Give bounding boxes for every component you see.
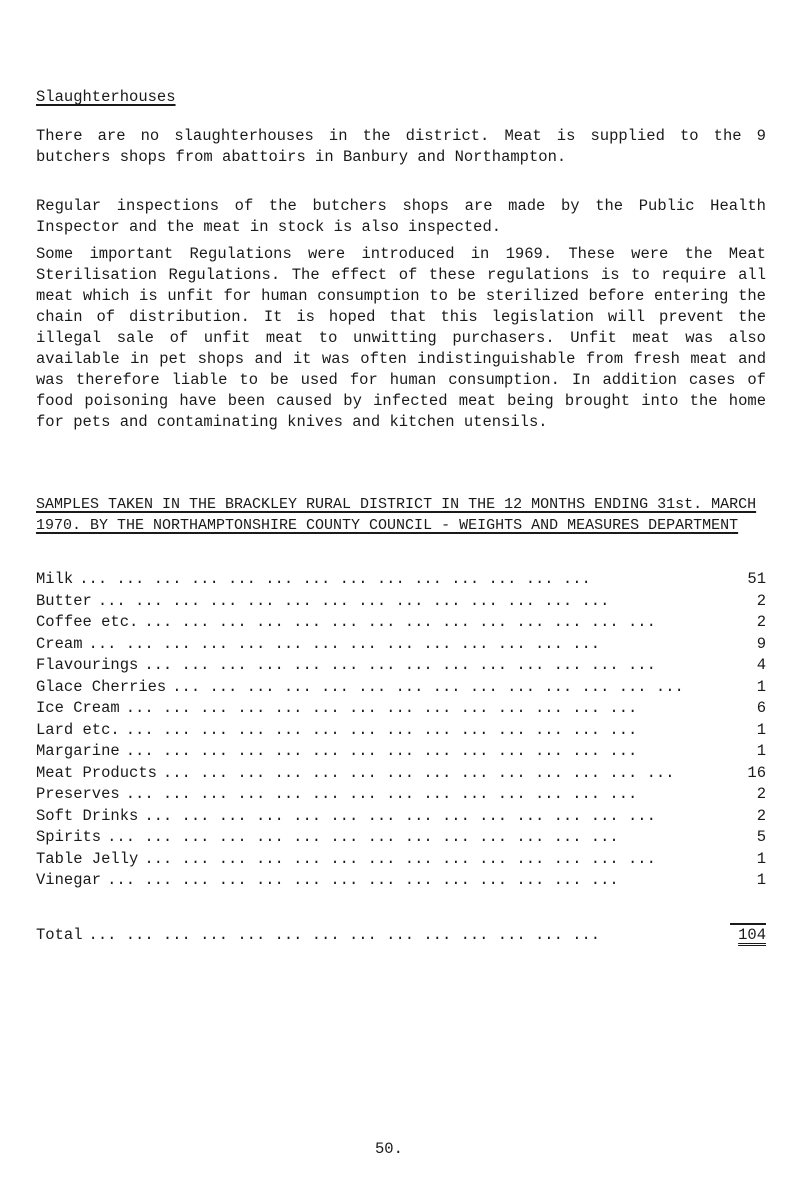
sample-count: 2 [756,613,766,631]
sample-item: Spirits [36,828,102,846]
table-row [36,742,766,764]
dot-leader: ... ... ... ... ... ... ... ... ... ... ... ... ... ... [79,570,591,588]
table-row [36,721,766,743]
sample-item: Glace Cherries [36,677,167,696]
sample-item: Vinegar [36,871,102,889]
sample-item: Butter [36,591,92,610]
dot-leader: ... ... ... ... ... ... ... ... ... ... ... ... ... ... [107,828,619,846]
sample-count: 2 [756,806,766,825]
paragraph-inspections: Regular inspections of the butchers shops are made by the Public Health Inspector and the meat in stock is also inspected. [36,197,766,236]
table-row [36,850,766,872]
sample-count: 2 [756,785,766,803]
sample-item: Lard etc. [36,720,120,739]
table-row [36,785,766,807]
sample-count: 16 [747,763,766,782]
dot-leader: ... ... ... ... ... ... ... ... ... ... ... ... ... ... [97,591,610,610]
table-row [36,592,766,614]
sample-count: 1 [756,871,766,889]
table-row [36,678,766,700]
sample-item: Soft Drinks [36,806,139,825]
sample-item: Coffee etc. [36,613,139,631]
sample-item: Cream [36,634,83,653]
table-row [36,656,766,678]
dot-leader: ... ... ... ... ... ... ... ... ... ... ... ... ... ... [125,699,638,717]
sample-count: 1 [756,720,766,739]
table-row [36,635,766,657]
sample-item: Table Jelly [36,849,139,868]
total-count: 104 [730,923,766,944]
table-row [36,570,766,592]
sample-item: Preserves [36,785,120,803]
sample-count: 6 [756,699,766,717]
table-row [36,613,766,635]
sample-item: Ice Cream [36,699,120,717]
dot-leader: ... ... ... ... ... ... ... ... ... ... ... ... ... ... [125,720,638,739]
sample-count: 2 [756,591,766,610]
dot-leader: ... ... ... ... ... ... ... ... ... ... ... ... ... ... [125,742,638,760]
table-row [36,871,766,893]
dot-leader: ... ... ... ... ... ... ... ... ... ... ... ... ... ... [125,785,638,803]
page-number: 50. [375,1140,403,1158]
dot-leader: ... ... ... ... ... ... ... ... ... ... ... ... ... ... [172,677,684,696]
table-row [36,807,766,829]
sample-item: Margarine [36,742,120,760]
sample-item: Milk [36,570,74,588]
sample-item: Meat Products [36,763,157,782]
dot-leader: ... ... ... ... ... ... ... ... ... ... ... ... ... ... [162,763,675,782]
paragraph-regulations: Some important Regulations were introduced in 1969. These were the Meat Sterilisation Regulations. The effect of these regulations is to require all meat which is unfit for human consumption to be sterilized before entering the chain of distribution. It is hoped that this legislation will prevent the illegal sale of unfit meat to unwitting purchasers. Unfit meat was also available in pet shops and it was often indistinguishable from fresh meat and was therefore liable to be used for human consumption. In addition cases of food poisoning have been caused by infected meat being brought into the home for pets and contaminating knives and kitchen utensils. [36,245,766,431]
table-row [36,764,766,786]
dot-leader: ... ... ... ... ... ... ... ... ... ... ... ... ... ... [144,613,656,631]
sample-count: 9 [756,634,766,653]
sample-item: Flavourings [36,656,139,674]
table-row [36,699,766,721]
sample-count: 1 [756,742,766,760]
dot-leader: ... ... ... ... ... ... ... ... ... ... ... ... ... ... [144,806,656,825]
sample-count: 4 [756,656,766,674]
section-heading: Slaughterhouses [36,88,176,106]
total-row [36,923,766,945]
total-label: Total [36,925,83,944]
sample-count: 5 [756,828,766,846]
dot-leader: ... ... ... ... ... ... ... ... ... ... ... ... ... ... [144,656,656,674]
sample-count: 51 [747,570,766,588]
table-row [36,828,766,850]
dot-leader: ... ... ... ... ... ... ... ... ... ... ... ... ... ... [88,925,601,944]
dot-leader: ... ... ... ... ... ... ... ... ... ... ... ... ... ... [107,871,619,889]
paragraph-supply: There are no slaughterhouses in the district. Meat is supplied to the 9 butchers shops from abattoirs in Banbury and Northampton. [36,127,766,166]
sample-count: 1 [756,849,766,868]
samples-heading: SAMPLES TAKEN IN THE BRACKLEY RURAL DISTRICT IN THE 12 MONTHS ENDING 31st. MARCH 1970. BY THE NORTHAMPTONSHIRE COUNTY COUNCIL - WEIGHTS AND MEASURES DEPARTMENT [36,496,757,534]
samples-table [36,570,766,944]
sample-count: 1 [756,677,766,696]
dot-leader: ... ... ... ... ... ... ... ... ... ... ... ... ... ... [88,634,601,653]
dot-leader: ... ... ... ... ... ... ... ... ... ... ... ... ... ... [144,849,656,868]
